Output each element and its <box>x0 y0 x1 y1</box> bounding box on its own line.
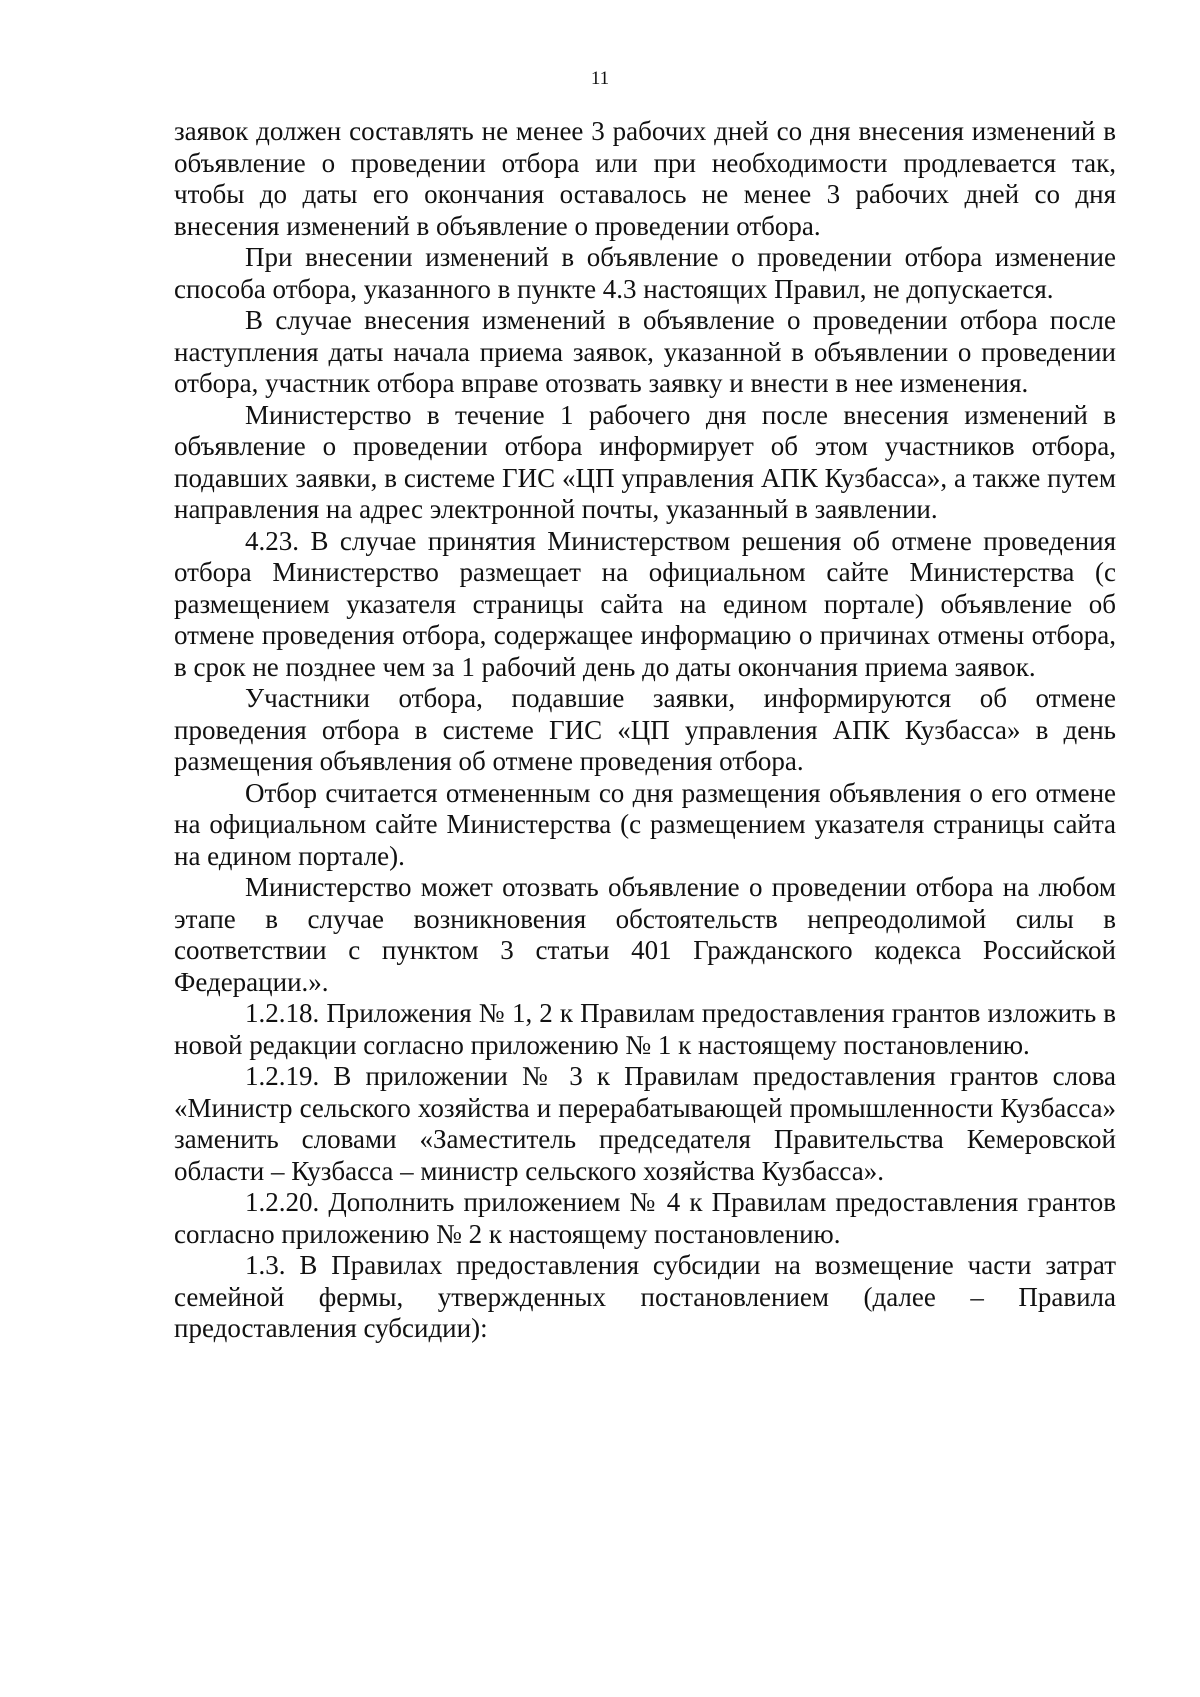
paragraph-participants-informed: Участники отбора, подавшие заявки, информируются об отмене проведения отбора в системе ГИС «ЦП управления АПК Кузбасса» в день размещения объявления об отмене проведения отбора. <box>174 683 1116 776</box>
paragraph-ministry-notice: Министерство в течение 1 рабочего дня после внесения изменений в объявление о проведении отбора информирует об этом участников отбора, подавших заявки, в системе ГИС «ЦП управления АПК Кузбасса», а также путем направления на адрес электронной почты, указанный в заявлении. <box>174 399 1116 524</box>
paragraph-1-2-20: 1.2.20. Дополнить приложением № 4 к Правилам предоставления грантов согласно приложению № 2 к настоящему постановлению. <box>174 1187 1116 1249</box>
paragraph-selection-cancelled: Отбор считается отмененным со дня размещения объявления о его отмене на официальном сайте Министерства (с размещением указателя страницы сайта на едином портале). <box>174 777 1116 871</box>
document-body <box>174 116 1116 1345</box>
paragraph-force-majeure: Министерство может отозвать объявление о проведении отбора на любом этапе в случае возникновения обстоятельств непреодолимой силы в соответствии с пунктом 3 статьи 401 Гражданского кодекса Российской Федерации.». <box>174 872 1116 997</box>
paragraph-continuation: заявок должен составлять не менее 3 рабочих дней со дня внесения изменений в объявление о проведении отбора или при необходимости продлевается так, чтобы до даты его окончания оставалось не менее 3 рабочих дней со дня внесения изменений в объявление о проведении отбора. <box>174 116 1116 241</box>
paragraph-method-change: При внесении изменений в объявление о проведении отбора изменение способа отбора, указанного в пункте 4.3 настоящих Правил, не допускается. <box>174 242 1116 304</box>
paragraph-withdraw-application: В случае внесения изменений в объявление о проведении отбора после наступления даты начала приема заявок, указанной в объявлении о проведении отбора, участник отбора вправе отозвать заявку и внести в нее изменения. <box>174 305 1116 398</box>
page-number: 11 <box>590 68 610 89</box>
paragraph-1-3: 1.3. В Правилах предоставления субсидии на возмещение части затрат семейной фермы, утвержденных постановлением (далее – Правила предоставления субсидии): <box>174 1250 1116 1343</box>
paragraph-4-23: 4.23. В случае принятия Министерством решения об отмене проведения отбора Министерство размещает на официальном сайте Министерства (с размещением указателя страницы сайта на едином портале) объявление об отмене проведения отбора, содержащее информацию о причинах отмены отбора, в срок не позднее чем за 1 рабочий день до даты окончания приема заявок. <box>174 525 1116 682</box>
paragraph-1-2-19: 1.2.19. В приложении № 3 к Правилам предоставления грантов слова «Министр сельского хозяйства и перерабатывающей промышленности Кузбасса» заменить словами «Заместитель председателя Правительства Кемеровской области – Кузбасса – министр сельского хозяйства Кузбасса». <box>174 1061 1116 1186</box>
paragraph-1-2-18: 1.2.18. Приложения № 1, 2 к Правилам предоставления грантов изложить в новой редакции согласно приложению № 1 к настоящему постановлению. <box>174 998 1116 1060</box>
